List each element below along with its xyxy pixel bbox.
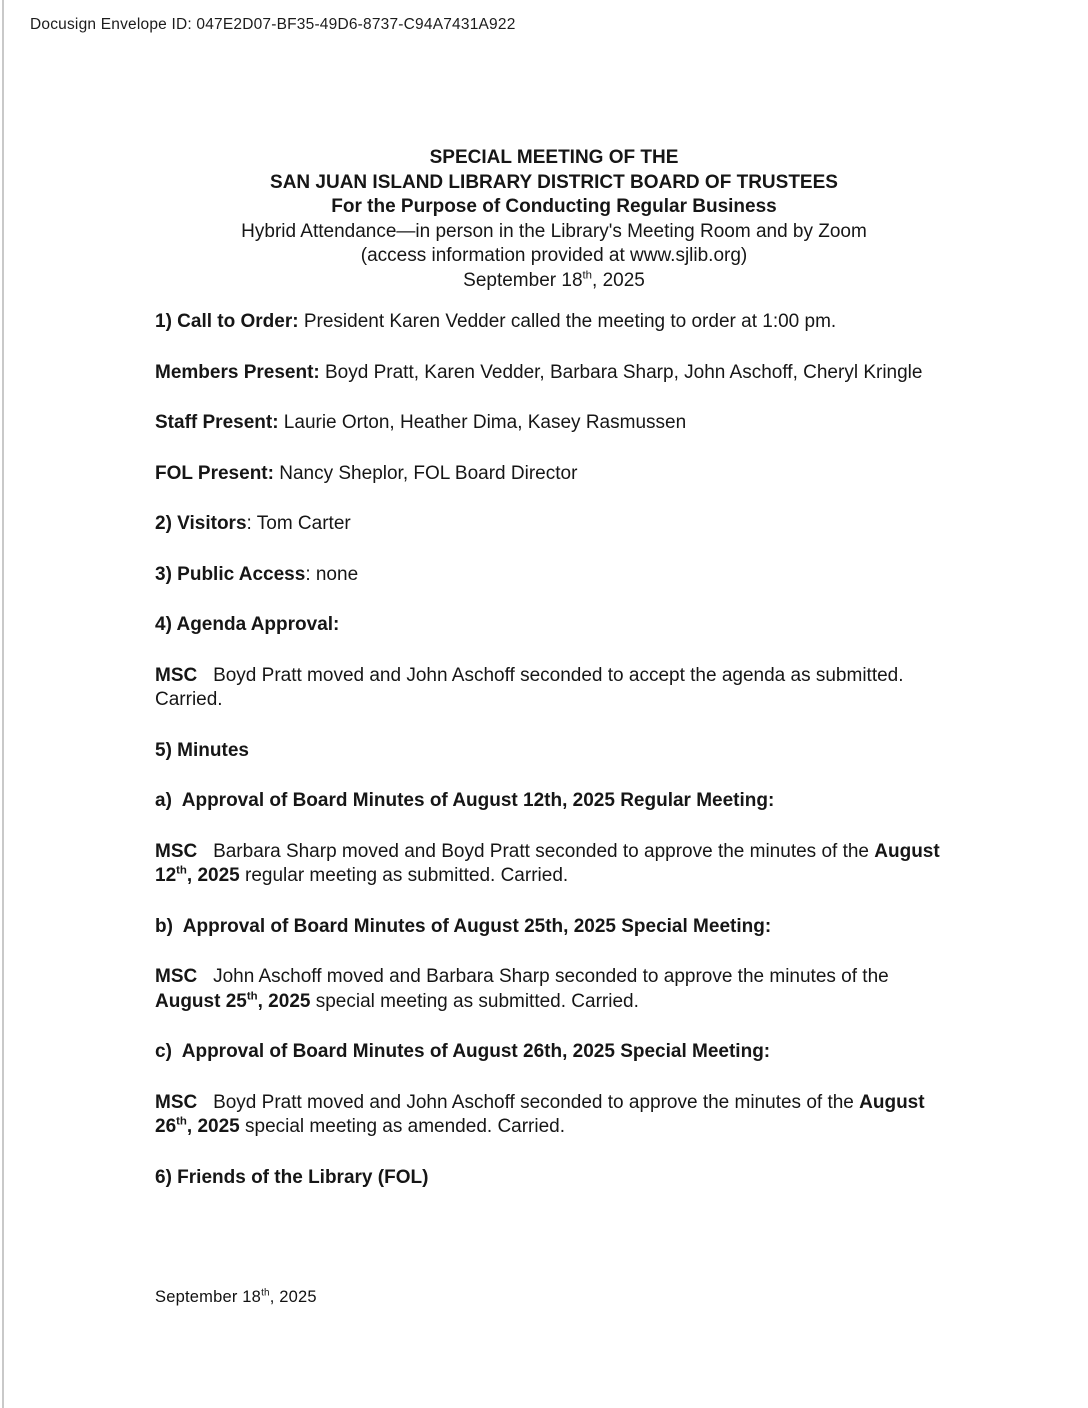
docusign-envelope-id: Docusign Envelope ID: 047E2D07-BF35-49D6-8737-C94A7431A922 xyxy=(30,16,516,33)
heading-minutes-b xyxy=(155,915,953,940)
text-run: September 18 xyxy=(155,1288,262,1306)
title-line-purpose xyxy=(155,195,953,220)
document-body xyxy=(155,310,953,1190)
heading-minutes xyxy=(155,739,953,764)
text-run: 3) Public Access xyxy=(155,563,306,585)
text-run: John Aschoff moved and Barbara Sharp seconded to approve the minutes of the xyxy=(197,966,894,987)
title-block xyxy=(155,146,953,293)
superscript-text: th xyxy=(246,990,258,1003)
title-line-access-info xyxy=(155,244,953,269)
text-run: 5) Minutes xyxy=(155,739,249,761)
text-run: special meeting as amended. Carried. xyxy=(239,1116,566,1137)
para-fol-present xyxy=(155,462,953,487)
para-staff-present xyxy=(155,411,953,436)
text-run: August 26 xyxy=(155,1091,930,1137)
superscript-text: th xyxy=(582,269,593,282)
text-run: For the Purpose of Conducting Regular Business xyxy=(331,196,777,217)
text-run: b) Approval of Board Minutes of August 25th, 2025 Special Meeting: xyxy=(155,915,772,937)
title-line-attendance xyxy=(155,220,953,245)
text-run: August 12 xyxy=(155,840,945,886)
text-run: Nancy Sheplor, FOL Board Director xyxy=(273,462,578,484)
text-run: Laurie Orton, Heather Dima, Kasey Rasmussen xyxy=(278,412,687,433)
text-run: Hybrid Attendance—in person in the Library's Meeting Room and by Zoom xyxy=(241,220,867,242)
text-run: , 2025 xyxy=(592,269,645,291)
text-run: 1) Call to Order: xyxy=(155,311,299,332)
text-run: SAN JUAN ISLAND LIBRARY DISTRICT BOARD OF TRUSTEES xyxy=(270,171,838,193)
text-run: : none xyxy=(305,563,359,585)
title-line-meeting-type xyxy=(155,146,953,171)
msc-minutes-a xyxy=(155,840,953,889)
text-run: 6) Friends of the Library (FOL) xyxy=(155,1166,429,1188)
heading-minutes-a xyxy=(155,789,953,814)
text-run: regular meeting as submitted. Carried. xyxy=(239,865,569,886)
superscript-text: th xyxy=(176,1115,187,1128)
text-run: , 2025 xyxy=(269,1288,317,1306)
text-run: , 2025 xyxy=(186,1116,240,1137)
msc-agenda xyxy=(155,664,953,713)
footer-date xyxy=(155,1288,317,1307)
text-run: MSC xyxy=(155,966,198,987)
text-run: August 25 xyxy=(155,990,247,1012)
para-public-access xyxy=(155,563,953,588)
para-visitors xyxy=(155,512,953,537)
scan-artifact-line xyxy=(2,0,4,1408)
msc-minutes-b xyxy=(155,965,953,1014)
text-run: (access information provided at www.sjlib.org) xyxy=(360,245,748,266)
text-run: 4) Agenda Approval: xyxy=(155,614,340,635)
text-run: SPECIAL MEETING OF THE xyxy=(429,147,679,168)
text-run: MSC xyxy=(155,840,198,862)
msc-minutes-c xyxy=(155,1091,953,1140)
text-run: Barbara Sharp moved and Boyd Pratt seconded to approve the minutes of the xyxy=(197,840,875,862)
superscript-text: th xyxy=(261,1287,270,1299)
para-call-to-order xyxy=(155,310,953,335)
superscript-text: th xyxy=(176,864,187,877)
text-run: MSC xyxy=(155,664,198,686)
text-run: Staff Present: xyxy=(155,412,279,433)
text-run: , 2025 xyxy=(257,990,311,1012)
document-content xyxy=(155,146,953,1216)
text-run: special meeting as submitted. Carried. xyxy=(310,990,639,1012)
text-run: : Tom Carter xyxy=(246,513,351,534)
heading-minutes-c xyxy=(155,1040,953,1065)
text-run: President Karen Vedder called the meeting to order at 1:00 pm. xyxy=(298,311,837,332)
heading-friends-of-library xyxy=(155,1166,953,1191)
heading-agenda-approval xyxy=(155,613,953,638)
text-run: c) Approval of Board Minutes of August 26th, 2025 Special Meeting: xyxy=(155,1041,771,1062)
text-run: September 18 xyxy=(463,269,583,291)
para-members-present xyxy=(155,361,953,386)
text-run: a) Approval of Board Minutes of August 12th, 2025 Regular Meeting: xyxy=(155,790,775,811)
text-run: Boyd Pratt moved and John Aschoff seconded to approve the minutes of the xyxy=(197,1091,860,1113)
text-run: Members Present: xyxy=(155,361,320,383)
text-run: Boyd Pratt moved and John Aschoff seconded to accept the agenda as submitted. Carried. xyxy=(155,664,909,710)
text-run: , 2025 xyxy=(186,865,240,886)
text-run: Boyd Pratt, Karen Vedder, Barbara Sharp, John Aschoff, Cheryl Kringle xyxy=(319,361,923,383)
title-line-date xyxy=(155,269,953,294)
title-line-organization xyxy=(155,171,953,196)
text-run: FOL Present: xyxy=(155,462,274,484)
text-run: 2) Visitors xyxy=(155,513,247,534)
text-run: MSC xyxy=(155,1091,198,1113)
